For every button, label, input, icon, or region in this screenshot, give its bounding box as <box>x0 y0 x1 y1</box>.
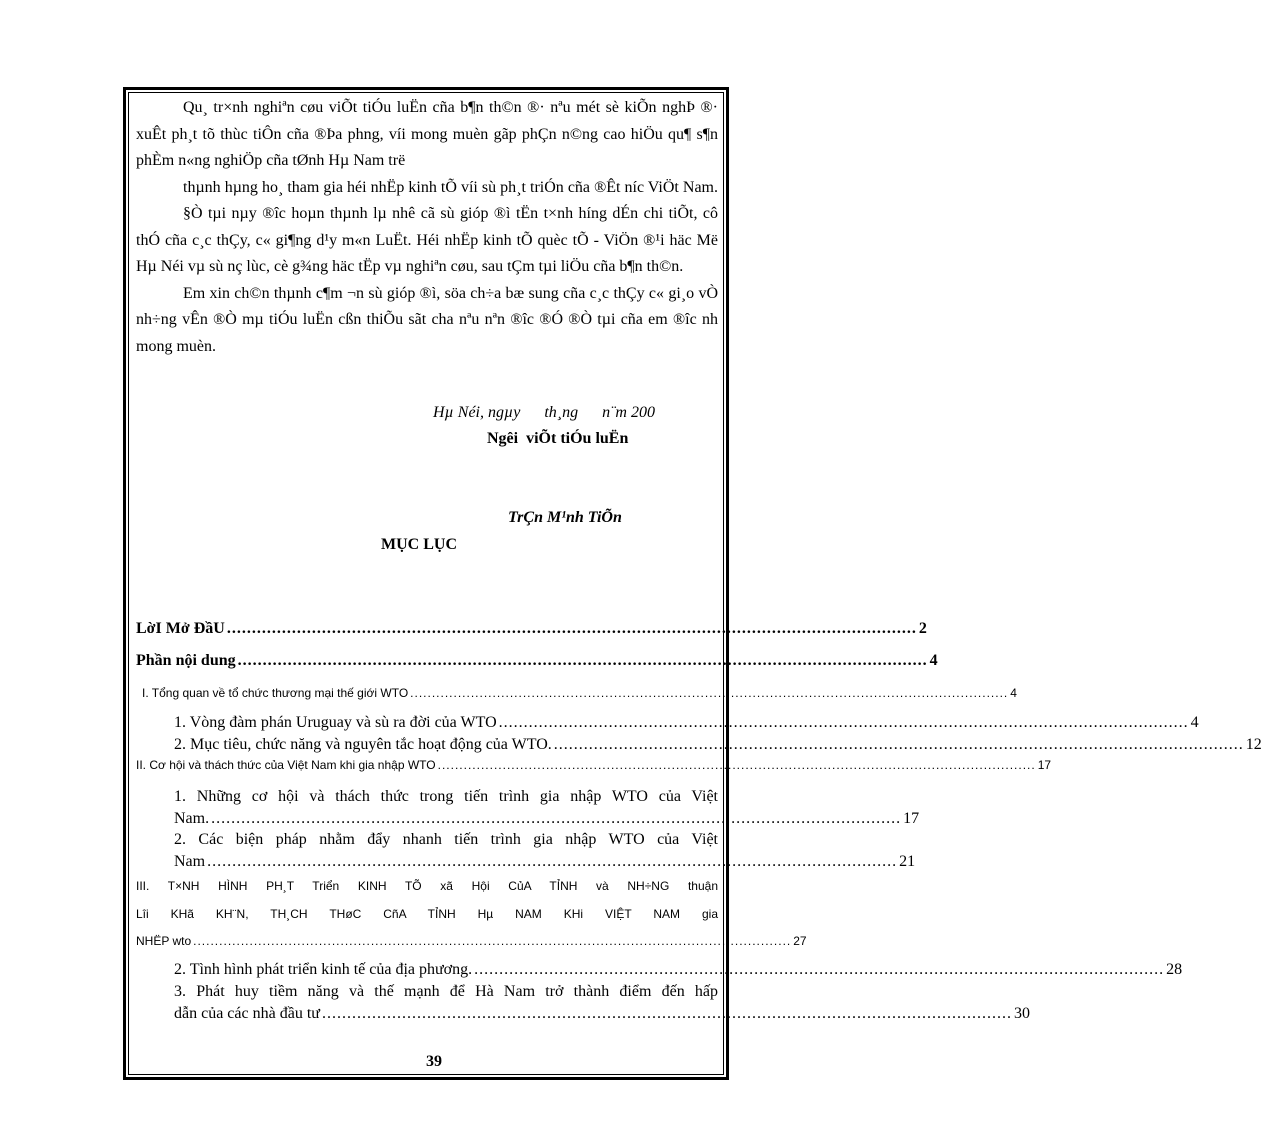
toc-entry[interactable]: LờI Mở ĐầU .......................................................................................................................................... 2 <box>136 620 927 637</box>
toc-entry-page: 4 <box>1190 714 1199 731</box>
paragraph-2: thµnh hµng ho¸ tham gia héi nhËp kinh tÕ víi sù ph¸t triÓn cña ®Êt níc ViÖt Nam. <box>183 178 718 196</box>
toc-entry[interactable]: I. Tổng quan về tổ chức thương mại thế giới WTO .......................................................................................................................................... 4 <box>136 686 718 700</box>
toc-entry-label: dẫn của các nhà đầu tư <box>174 1005 320 1022</box>
toc-entry-label: Phần nội dung <box>136 652 236 669</box>
toc-entry[interactable]: Nam. .......................................................................................................................................... 17 <box>174 810 920 827</box>
paragraph-1: Qu¸ tr×nh nghiªn cøu viÕt tiÓu luËn cña b¶n th©n ®· nªu mét sè kiÕn nghÞ ®· xuÊt ph¸t tõ thùc tiÔn cña ®Þa phng, víi mong muèn gãp phÇn n©ng cao hiÖu qu¶ s¶n phÈm n«ng nghiÖp cña tØnh Hµ Nam trë <box>136 99 718 169</box>
toc-entry-page: 12 <box>1245 736 1262 753</box>
toc-title: MỤC LỤC <box>381 536 457 553</box>
toc-entry-page: 17 <box>1037 758 1052 772</box>
toc-entry-label: II. Cơ hội và thách thức của Việt Nam khi gia nhập WTO <box>136 758 436 772</box>
toc-entry-page: 27 <box>793 934 807 948</box>
toc-entry-page: 30 <box>1013 1005 1030 1022</box>
toc-entry-label: NHËP wto <box>136 934 192 948</box>
toc-entry-label: 2. Mục tiêu, chức năng và nguyên tắc hoạt động của WTO. <box>174 736 552 753</box>
toc-entry-page: 17 <box>903 810 920 827</box>
toc-entry-label: Nam <box>174 853 206 870</box>
toc-entry-label: 1. Vòng đàm phán Uruguay và sù ra đời của WTO <box>174 714 497 731</box>
toc-entry-line[interactable]: Lîi KHã KH¨N, TH¸CH THøC CñA TỈNH Hµ NAM KHi VIỆT NAM gia <box>136 907 718 921</box>
toc-entry-line[interactable]: 3. Phát huy tiềm năng và thế mạnh để Hà Nam trở thành điểm đến hấp <box>174 983 718 1000</box>
paragraph-3: §Ò tµi nµy ®îc hoµn thµnh lµ nhê cã sù gióp ®ì tËn t×nh híng dÉn chi tiÕt, cô thÓ cña c¸c thÇy, c« gi¶ng d¹y m«n LuËt. Héi nhËp kinh tÕ quèc tÕ - ViÖn ®¹i häc Më Hµ Néi vµ sù nç lùc, cè g¾ng häc tËp vµ nghiªn cøu, sau tÇm tµi liÖu cña b¶n th©n. <box>136 205 718 275</box>
toc-entry[interactable]: 2. Tình hình phát triển kinh tế của địa phương. .......................................................................................................................................... 28 <box>174 961 1183 978</box>
toc-entry[interactable]: Nam .......................................................................................................................................... 21 <box>174 853 916 870</box>
toc-entry[interactable]: dẫn của các nhà đầu tư .......................................................................................................................................... 30 <box>174 1005 1030 1022</box>
toc-entry-page: 21 <box>899 853 916 870</box>
toc-entry[interactable]: 2. Mục tiêu, chức năng và nguyên tắc hoạt động của WTO. .......................................................................................................................................... 12 <box>174 736 1262 753</box>
toc-entry-page: 2 <box>918 620 927 637</box>
toc-entry-line[interactable]: 2. Các biện pháp nhằm đẩy nhanh tiến trình gia nhập WTO của Việt <box>174 831 718 848</box>
toc-entry-page: 4 <box>1010 686 1017 700</box>
paragraph-4: Em xin ch©n thµnh c¶m ¬n sù gióp ®ì, söa ch÷a bæ sung cña c¸c thÇy c« gi¸o vÒ nh÷ng vÊn ®Ò mµ tiÓu luËn cßn thiÕu sãt cha nªu nªn ®îc ®Ó ®Ò tµi cña em ®îc nh mong muèn. <box>136 284 718 355</box>
toc-entry-page: 4 <box>929 652 938 669</box>
toc-entry[interactable]: 1. Vòng đàm phán Uruguay và sù ra đời của WTO .......................................................................................................................................... 4 <box>174 714 1199 731</box>
signature-date: Hµ Néi, ngµy th¸ng n¨m 200 <box>433 404 655 421</box>
toc-entry-page: 28 <box>1166 961 1183 978</box>
toc-entry[interactable]: Phần nội dung .......................................................................................................................................... 4 <box>136 652 938 669</box>
signature-role: Ngêi viÕt tiÓu luËn <box>487 430 629 447</box>
toc-entry[interactable]: II. Cơ hội và thách thức của Việt Nam khi gia nhập WTO .......................................................................................................................................... 17 <box>136 758 1052 772</box>
toc-entry-label: I. Tổng quan về tổ chức thương mại thế giới WTO <box>142 686 409 700</box>
toc-entry-label: LờI Mở ĐầU <box>136 620 225 637</box>
intro-text <box>136 95 718 360</box>
toc-entry-line[interactable]: III. T×NH HÌNH PH¸T Triển KINH TÕ xã Hội CủA TỈNH và NH÷NG thuận <box>136 879 718 893</box>
signature-name: TrÇn M¹nh TiÕn <box>508 509 622 526</box>
toc-entry-line[interactable]: 1. Những cơ hội và thách thức trong tiến trình gia nhập WTO của Việt <box>174 788 718 805</box>
toc-entry-label: Nam. <box>174 810 210 827</box>
toc-entry[interactable]: NHËP wto .......................................................................................................................................... 27 <box>136 934 807 948</box>
toc-entry-label: 2. Tình hình phát triển kinh tế của địa phương. <box>174 961 473 978</box>
page-number: 39 <box>426 1053 442 1070</box>
